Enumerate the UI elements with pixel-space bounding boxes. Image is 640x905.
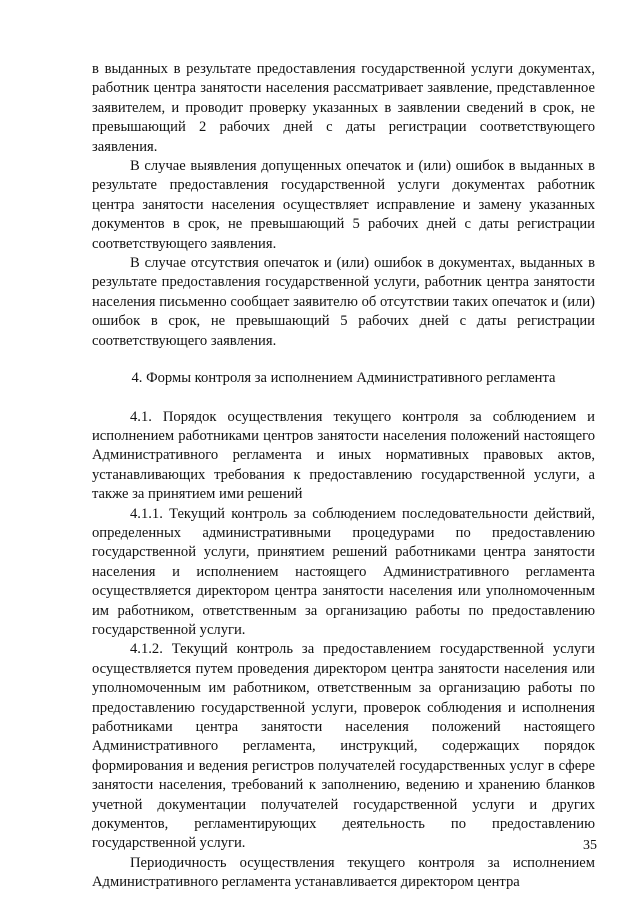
section-heading: 4. Формы контроля за исполнением Административного регламента [131,370,556,387]
paragraph-4-1-2: 4.1.2. Текущий контроль за предоставлением государственной услуги осуществляется путем проведения директором центра занятости населения или уполномоченным им работником, ответственным за организацию работы по предоставлению государственной услуги, проверок соблюдения и исполнения работниками центра занятости населения положений настоящего Административного регламента, инструкций, содержащих порядок формирования и ведения регистров получателей государственных услуг в сфере занятости населения, требований к заполнению, ведению и хранению бланков учетной документации получателей государственной услуги и других документов, регламентирующих деятельность по предоставлению государственной услуги. [92,641,595,852]
paragraph-4-1: 4.1. Порядок осуществления текущего контроля за соблюдением и исполнением работниками центров занятости населения положений настоящего Административного регламента и иных нормативных правовых актов, устанавливающих требования к предоставлению государственной услуги, а также за принятием ими решений [92,408,595,503]
page-number: 35 [583,838,597,853]
paragraph-typo-correction: В случае выявления допущенных опечаток и (или) ошибок в выданных в результате предоставления государственной услуги документах работник центра занятости населения осуществляет исправление и замену указанных документов в срок, не превышающий 5 рабочих дней с даты регистрации соответствующего заявления. [92,158,595,252]
paragraph-periodicity: Периодичность осуществления текущего контроля за исполнением Административного регламента устанавливается директором центра [92,854,595,891]
document-body [92,60,595,893]
paragraph-4-1-1: 4.1.1. Текущий контроль за соблюдением последовательности действий, определенных административными процедурами по предоставлению государственной услуги, принятием решений работниками центра занятости населения и исполнением настоящего Административного регламента осуществляется директором центра занятости населения или уполномоченным им работником, ответственным за организацию работы по предоставлению государственной услуги. [92,505,595,638]
paragraph-continuation: в выданных в результате предоставления государственной услуги документах, работник центра занятости населения рассматривает заявление, представленное заявителем, и проводит проверку указанных в заявлении сведений в срок, не превышающий 2 рабочих дней с даты регистрации соответствующего заявления. [92,61,595,155]
paragraph-no-typos: В случае отсутствия опечаток и (или) ошибок в документах, выданных в результате предоставления государственной услуги, работник центра занятости населения письменно сообщает заявителю об отсутствии таких опечаток и (или) ошибок в срок, не превышающий 5 рабочих дней с даты регистрации соответствующего заявления. [92,255,595,349]
